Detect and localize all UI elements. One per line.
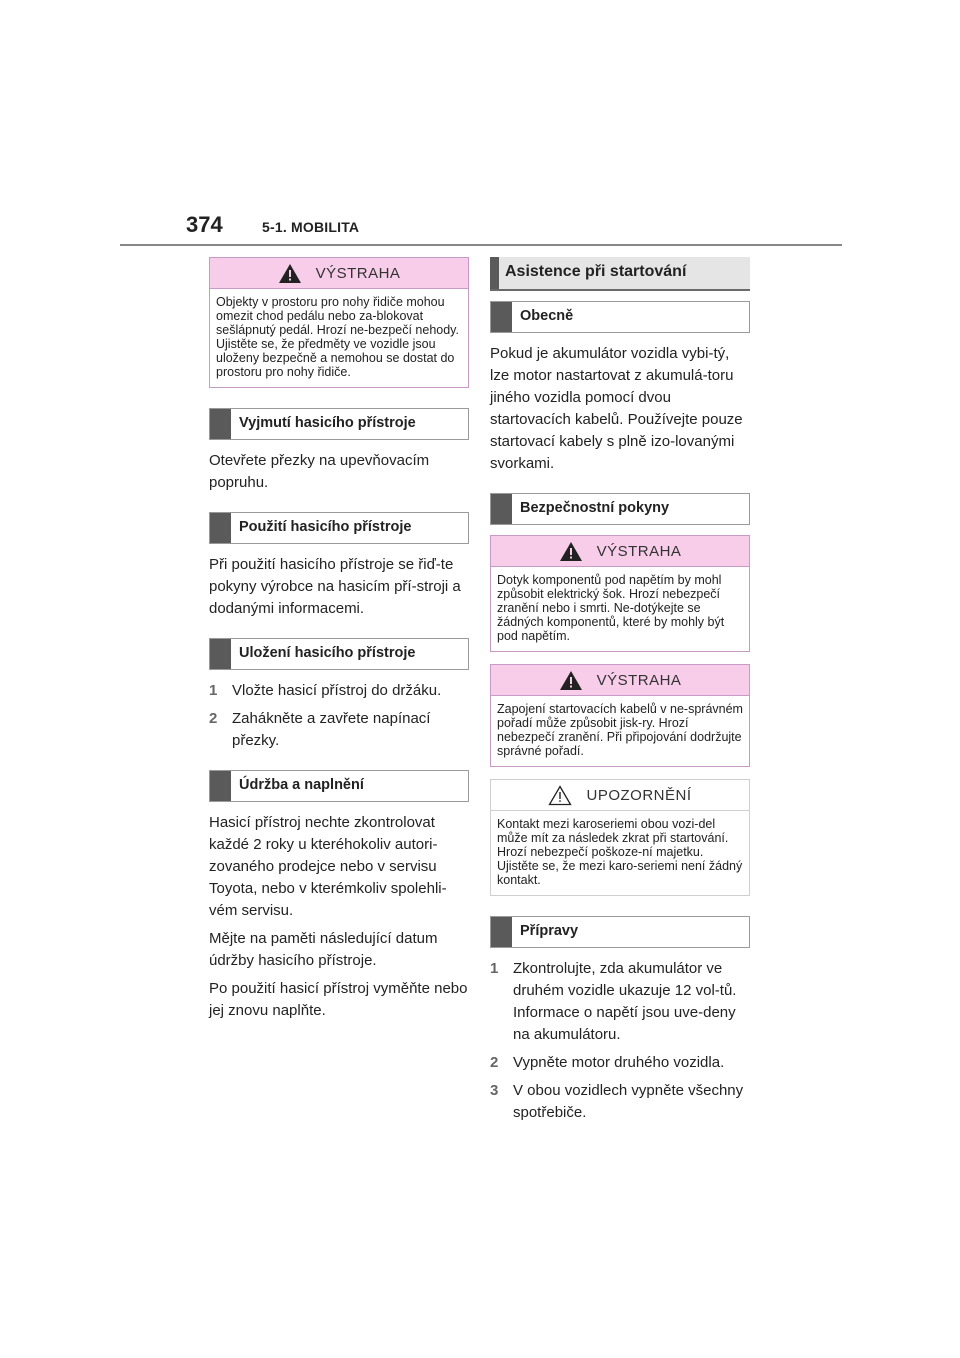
warning-triangle-icon (559, 670, 583, 691)
warning-title: VÝSTRAHA (596, 671, 682, 689)
paragraph-removal: Otevřete přezky na upevňovacím popruhu. (209, 452, 430, 491)
step-text: V obou vozidlech vypněte všechny spotřebiče. (513, 1082, 744, 1121)
heading-text: Obecně (520, 308, 574, 324)
step-number: 1 (490, 960, 499, 977)
heading-bar (210, 639, 231, 669)
list-item (490, 958, 750, 1046)
step-text: Vypněte motor druhého vozidla. (513, 1054, 725, 1071)
paragraph-maintenance-3: Po použití hasicí přístroj vyměňte nebo jej znovu naplňte. (209, 980, 468, 1019)
notice-box (490, 779, 750, 896)
list-item (490, 1052, 750, 1074)
step-text: Zahákněte a zavřete napínací přezky. (232, 710, 431, 749)
section-title: 5-1. MOBILITA (262, 219, 360, 235)
paragraph-maintenance-2: Mějte na paměti následující datum údržby hasicího přístroje. (209, 930, 438, 969)
warning-header (491, 665, 749, 696)
heading-bar (491, 494, 512, 524)
step-text: Zkontrolujte, zda akumulátor ve druhém vozidle ukazuje 12 vol-tů. Informace o napětí jsou uve-deny na akumulátoru. (513, 960, 737, 1043)
header-rule (120, 244, 842, 246)
warning-box (490, 664, 750, 767)
heading-storage (209, 638, 469, 670)
heading-maintenance (209, 770, 469, 802)
notice-title: UPOZORNĚNÍ (586, 786, 692, 804)
step-number: 3 (490, 1082, 499, 1099)
heading-preparations (490, 916, 750, 948)
heading-bar (491, 302, 512, 332)
notice-header (491, 780, 749, 811)
paragraph-maintenance-1: Hasicí přístroj nechte zkontrolovat každé 2 roky u kteréhokoliv autori-zovaného prodejce nebo v servisu Toyota, nebo v kterémkoliv spolehli-vém servisu. (209, 814, 447, 919)
warning-text: Objekty v prostoru pro nohy řidiče mohou omezit chod pedálu nebo za-blokovat sešlápnutý pedál. Hrozí ne-bezpečí nehody. Ujistěte se, že předměty ve vozidle jsou uloženy bezpečně a nemohou se dostat do prostoru pro nohy řidiče. (216, 295, 459, 379)
heading-text: Bezpečnostní pokyny (520, 500, 670, 516)
warning-header (210, 258, 468, 289)
step-text: Vložte hasicí přístroj do držáku. (232, 682, 442, 699)
warning-title: VÝSTRAHA (596, 542, 682, 560)
right-column (490, 257, 750, 1130)
warning-text: Zapojení startovacích kabelů v ne-správném pořadí může způsobit jisk-ry. Hrozí nebezpečí zranění. Při připojování dodržujte správné pořadí. (497, 702, 743, 758)
step-number: 2 (490, 1054, 499, 1071)
heading-text: Údržba a naplnění (239, 777, 364, 793)
step-number: 2 (209, 710, 218, 727)
warning-title: VÝSTRAHA (315, 264, 401, 282)
heading-text: Asistence při startování (505, 263, 687, 280)
heading-bar (490, 257, 499, 289)
heading-safety (490, 493, 750, 525)
step-number: 1 (209, 682, 218, 699)
warning-box (490, 535, 750, 652)
caution-triangle-icon (548, 785, 572, 806)
heading-text: Vyjmutí hasicího přístroje (239, 415, 416, 431)
warning-triangle-icon (278, 263, 302, 284)
list-item (209, 708, 469, 752)
warning-box (209, 257, 469, 388)
heading-use (209, 512, 469, 544)
heading-bar (210, 513, 231, 543)
notice-text: Kontakt mezi karoseriemi obou vozi-del může mít za následek zkrat při startování. Hrozí nebezpečí poškoze-ní majetku. Ujistěte se, že mezi karo-seriemi není žádný kontakt. (497, 817, 743, 887)
list-item (490, 1080, 750, 1124)
paragraph-use: Při použití hasicího přístroje se řiď-te pokyny výrobce na hasicím pří-stroji a dodanými informacemi. (209, 556, 461, 617)
heading-removal (209, 408, 469, 440)
heading-text: Uložení hasicího přístroje (239, 645, 416, 661)
warning-triangle-icon (559, 541, 583, 562)
warning-header (491, 536, 749, 567)
heading-bar (491, 917, 512, 947)
page-number: 374 (186, 212, 223, 237)
page-header (0, 212, 960, 252)
heading-text: Použití hasicího přístroje (239, 519, 412, 535)
heading-text: Přípravy (520, 923, 579, 939)
heading-bar (210, 771, 231, 801)
paragraph-general: Pokud je akumulátor vozidla vybi-tý, lze motor nastartovat z akumulá-toru jiného vozidla pomocí dvou startovacích kabelů. Používejte pouze startovací kabely s plně izo-lovanými svorkami. (490, 345, 743, 472)
left-column (209, 257, 469, 1028)
warning-text: Dotyk komponentů pod napětím by mohl způsobit elektrický šok. Hrozí nebezpečí zranění nebo i smrti. Ne-dotýkejte se žádných komponentů, které by mohly být pod napětím. (497, 573, 725, 643)
heading-general (490, 301, 750, 333)
list-item (209, 680, 469, 702)
heading-jump-start (490, 257, 750, 291)
heading-bar (210, 409, 231, 439)
